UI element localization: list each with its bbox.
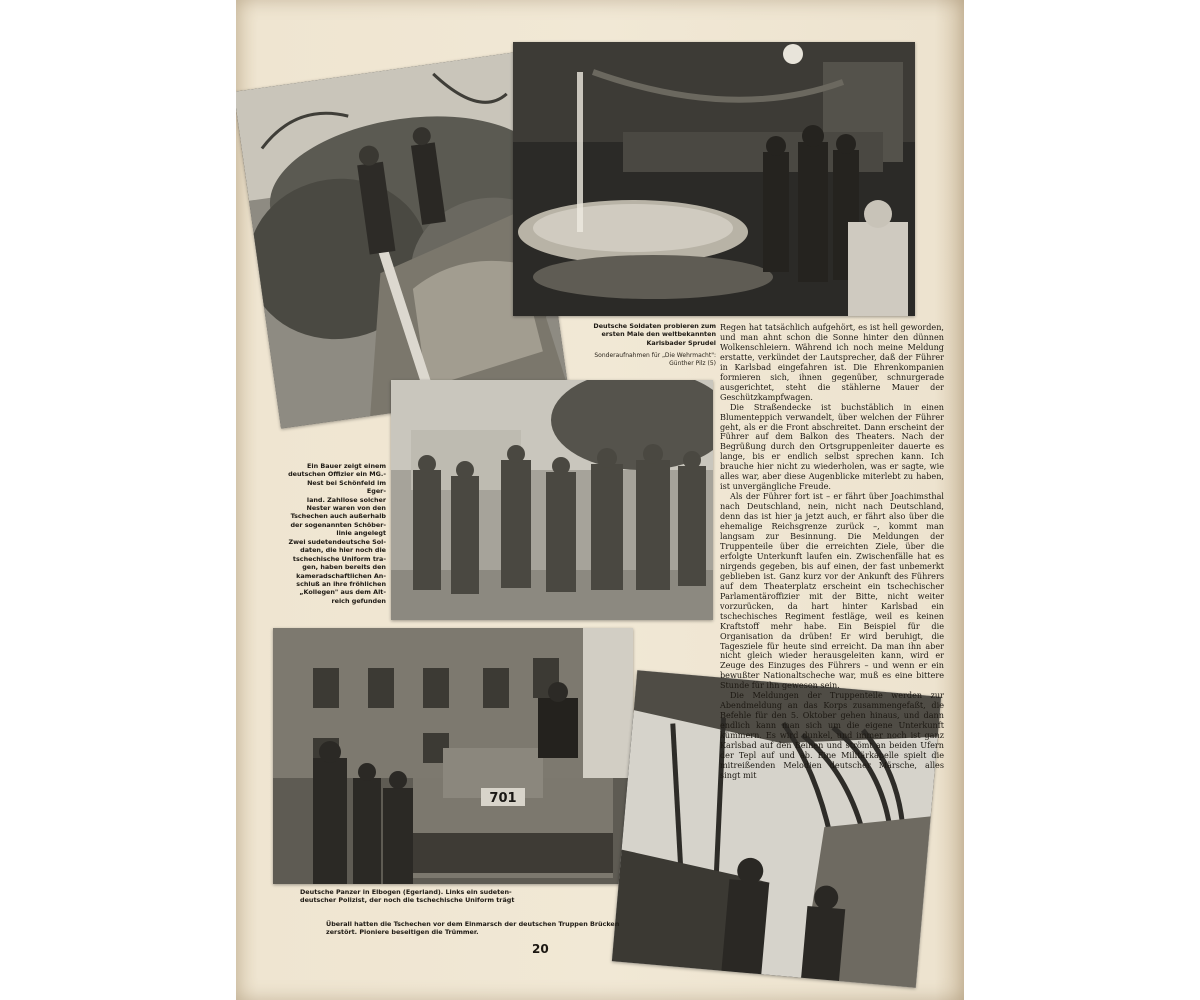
article-paragraph: Die Meldungen der Truppenteile werden zur Abendmeldung an das Korps zusammengefaßt, die Befehle für den 5. Oktober gehen hinaus, und dann endlich kann man sich um die eigene Unterkunft kümmern. Es wird dunkel, und immer noch ist ganz Karlsbad auf den Beinen und strömt an beiden Ufern der Tepl auf und ab. Eine Militärkapelle spielt die mitreißenden Melodien deutscher Märsche, alles singt mit	[720, 690, 944, 780]
article-paragraph: Die Straßendecke ist buchstäblich in einen Blumenteppich verwandelt, über welchen der Führer geht, als er die Front abschreitet. Dann erscheint der Führer auf dem Balkon des Theaters. Nach der Begrüßung durch den Ortsgruppenleiter dauerte es lange, bis er endlich selbst sprechen kann. Ich brauche hier nicht zu wiederholen, was er sagte, wie alles war, aber diese Augenblicke miterlebt zu haben, ist unvergängliche Freude.	[720, 401, 944, 492]
article-text	[720, 323, 944, 781]
photo-panzer-elbogen	[273, 628, 633, 884]
caption-mg-nest: Ein Bauer zeigt einem deutschen Offizier ein MG.- Nest bei Schönfeld im Eger- land. Zahllose solcher Nester waren von den Tschechen auch außerhalb der sogenannten Schöber- linie angelegt	[288, 462, 386, 538]
photo-soldiers-marching	[391, 380, 713, 620]
tank-number: 701	[489, 791, 517, 806]
caption-panzer: Deutsche Panzer in Elbogen (Egerland). Links ein sudeten- deutscher Polizist, der noch die tschechische Uniform trägt	[300, 888, 515, 905]
photo-sprudel	[513, 42, 915, 316]
caption-sprudel: Deutsche Soldaten probieren zum ersten Male den weltbekannten Karlsbader Sprudel	[593, 322, 716, 347]
page-number: 20	[532, 942, 549, 956]
caption-sudetendeutsche-soldaten: Zwei sudetendeutsche Sol- daten, die hier noch die tschechische Uniform tra- gen, haben bereits den kameradschaftlichen An- schluß an ihre fröhlichen „Kollegen" aus dem Alt- reich gefunden	[288, 538, 386, 605]
photo-credit: Sonderaufnahmen für „Die Wehrmacht": Günther Pilz (5)	[594, 352, 716, 367]
article-paragraph: Als der Führer fort ist – er fährt über Joachimsthal nach Deutschland, nein, nicht nach Deutschland, denn das ist hier ja jetzt auch, er fährt also über die ehemalige Reichsgrenze zurück –, kommt man langsam zur Besinnung. Die Meldungen der Truppenteile über die erreichten Ziele, über die erfolgte Unterkunft laufen ein. Zwischenfälle hat es nirgends gegeben, bis auf einen, der fast unbemerkt geblieben ist. Ganz kurz vor der Ankunft des Führers auf dem Theaterplatz erscheint ein tschechischer Parlamentäroffizier mit der Bitte, nicht weiter vorzurücken, da hart hinter Karlsbad ein tschechisches Regiment festläge, weil es keinen Kraftstoff mehr habe. Ein Beispiel für die Organisation da drüben! Er wird beruhigt, die Tagesziele für heute sind erreicht. Da man ihn aber nicht gleich wieder herausgeleiten kann, wird er Zeuge des Einzuges des Führers – und wenn er ein bewußter Nationaltscheche war, muß es eine bittere Stunde für ihn gewesen sein.	[720, 491, 944, 691]
magazine-page	[236, 0, 964, 1000]
caption-bruecken: Überall hatten die Tschechen vor dem Einmarsch der deutschen Truppen Brücken zerstört. Pioniere beseitigen die Trümmer.	[326, 920, 620, 937]
article-paragraph: Regen hat tatsächlich aufgehört, es ist hell geworden, und man ahnt schon die Sonne hinter den dünnen Wolkenschleiern. Während ich noch meine Meldung erstatte, verkündet der Lautsprecher, daß der Führer in Karlsbad eingefahren ist. Die Ehrenkompanien formieren sich, ihnen gegenüber, schnurgerade ausgerichtet, steht die stählerne Mauer der Geschützkampfwagen.	[720, 322, 944, 402]
